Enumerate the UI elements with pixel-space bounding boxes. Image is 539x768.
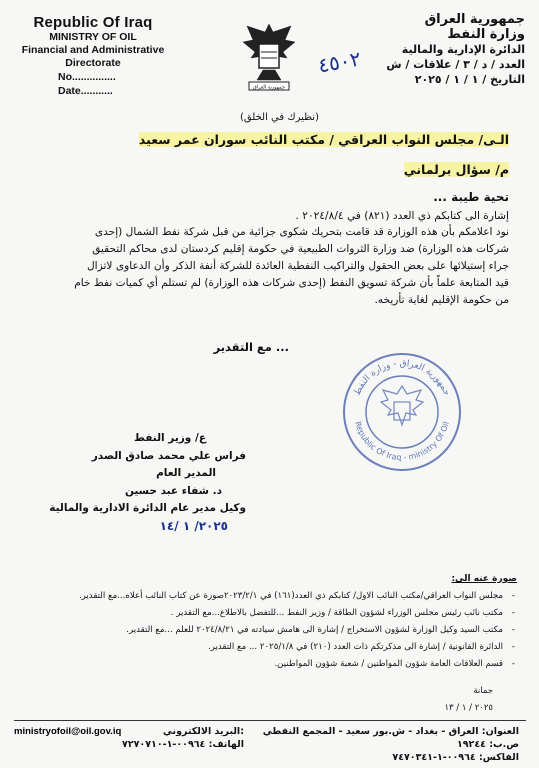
list-item: - مجلس النواب العراقي/مكتب النائب الاول/ كتابكم ذي العدد(١٦١) في ٢٠٢٣/٢/١صورة عن كتاب النائب أعلاه...مع التقدير.: [47, 590, 517, 602]
footer-address-block: [259, 725, 519, 764]
subject-line: [404, 162, 509, 177]
cc-date: ٢٠٢٥ / ١ / ١٣: [444, 703, 493, 713]
list-item: - الدائرة القانونية / إشارة الى مذكرتكم ذات العدد (٢١٠) في ٢٠٢٥/١/٨ ... مع التقدير.: [47, 641, 517, 653]
footer-contact-block: [14, 725, 244, 751]
footer-address: العنوان: العراق - بغداد - ش.بور سعيد - المجمع النفطي: [262, 726, 519, 737]
directorate-ar: الدائرة الإدارية والمالية: [401, 43, 525, 56]
handwritten-number: ٤٥٠٢: [316, 46, 363, 78]
footer-pobox: ص.ب: ١٩٢٤٤: [456, 739, 519, 750]
urgency-note: (نظيرك في الخلق): [240, 112, 319, 123]
footer-divider: [14, 720, 526, 721]
signature-on-behalf: ع/ وزير النفط: [134, 432, 206, 444]
list-item: - مكتب نائب رئيس مجلس الوزراء لشؤون الطاقة / وزير النفط ...للتفضل بالاطلاع...مع التقدير .: [47, 607, 517, 619]
body-line: جراء إستيلائها على بعض الحقول والتراكيب النفطية العائدة للشركة أنفة الذكر وأن الدعاوى لاتزال: [86, 260, 509, 272]
signature-title: المدير العام: [156, 467, 216, 479]
ministry-name-en: MINISTRY OF OIL: [49, 31, 137, 43]
official-stamp-icon: [340, 350, 464, 474]
signature-signer-title: وكيل مدير عام الدائرة الادارية والمالية: [49, 502, 246, 514]
signature-minister-name: فراس علي محمد صادق الصدر: [91, 449, 246, 462]
signature-signer-name: د. شفاء عبد حسين: [124, 484, 222, 497]
ref-number-ar: العدد / د / ٣ / علاقات / ش: [386, 58, 525, 71]
body-line: شركات هذه الوزارة) ضد وزارة الثروات الطبيعية في حكومة إقليم كردستان لدى محاكم التحقيق: [92, 243, 509, 255]
ministry-name-ar: وزارة النفط: [447, 27, 525, 42]
republic-title-en: Republic Of Iraq: [33, 14, 153, 31]
cc-list: [47, 590, 517, 675]
recipient-line: [139, 132, 509, 147]
letter-body: [39, 224, 509, 309]
directorate-line-en: Financial and Administrative: [21, 44, 165, 56]
directorate-line2-en: Directorate: [65, 57, 121, 69]
signature-date: ٢٠٢٥/ ١ /١٤: [159, 518, 228, 533]
emblem-banner-text: جمهورية العراق: [252, 84, 286, 91]
body-line: من حكومة الإقليم لغاية تأريخه.: [374, 294, 509, 306]
cc-initials: جمانة: [473, 686, 493, 696]
footer-email[interactable]: ministryofoil@oil.gov.iq: [14, 726, 122, 737]
footer-email-label: البريد الالكتروني:: [162, 726, 244, 737]
arabic-letterhead: [375, 12, 525, 87]
english-letterhead: [18, 14, 168, 98]
stamp-outer-text-en: Republic Of Iraq - ministry Of Oil: [353, 420, 451, 463]
list-item: - مكتب السيد وكيل الوزارة لشؤون الاستخراج / إشارة الى هامش سيادته في ٢٠٢٤/٨/٢١ للعلم ...مع التقدير.: [47, 624, 517, 636]
subject-text: م/ سؤال برلماني: [403, 162, 509, 177]
cc-title: صورة عنه الى:: [451, 574, 517, 584]
stamp-outer-text-ar: جمهورية العراق - وزارة النفط: [352, 358, 452, 398]
footer-phone: الهاتف: ٠٠٩٦٤-١-٧٢٧٠٧١٠: [122, 739, 244, 750]
greeting: تحية طيبة ...: [433, 190, 509, 204]
body-line: نود اعلامكم بأن هذه الوزارة قد قامت بتحريك شكوى جزائية من قبل شركة نفط الشمال (إحدى: [94, 226, 509, 238]
eagle-emblem-icon: [237, 14, 301, 94]
reference-line: إشارة الى كتابكم ذي العدد (٨٢١) في ٢٠٢٤/٨/٤ .: [295, 210, 509, 222]
republic-title-ar: جمهورية العراق: [424, 12, 525, 27]
ref-date-ar: التاريخ / ١ / ١ / ٢٠٢٥: [414, 73, 525, 86]
recipient-text: الـى/ مجلس النواب العراقي / مكتب النائب سوران عمر سعيد: [138, 132, 509, 147]
number-field-en: No...............: [58, 71, 116, 83]
footer-fax: الفاكس: ٠٠٩٦٤-١-٧٤٧٠٣٤١: [392, 752, 519, 763]
date-field-en: Date...........: [58, 85, 113, 97]
body-line: قيد المتابعة علماً بأن شركة تسويق النفط (إحدى شركات هذه الوزارة) لم تستلم أي كميات نفط خام: [74, 277, 509, 289]
list-item: - قسم العلاقات العامة شؤون المواطنين / شعبة شؤون المواطنين.: [47, 658, 517, 670]
signature-lines: [36, 430, 246, 535]
closing: ... مع التقدير: [213, 340, 289, 354]
footer-email-row: [14, 725, 244, 738]
